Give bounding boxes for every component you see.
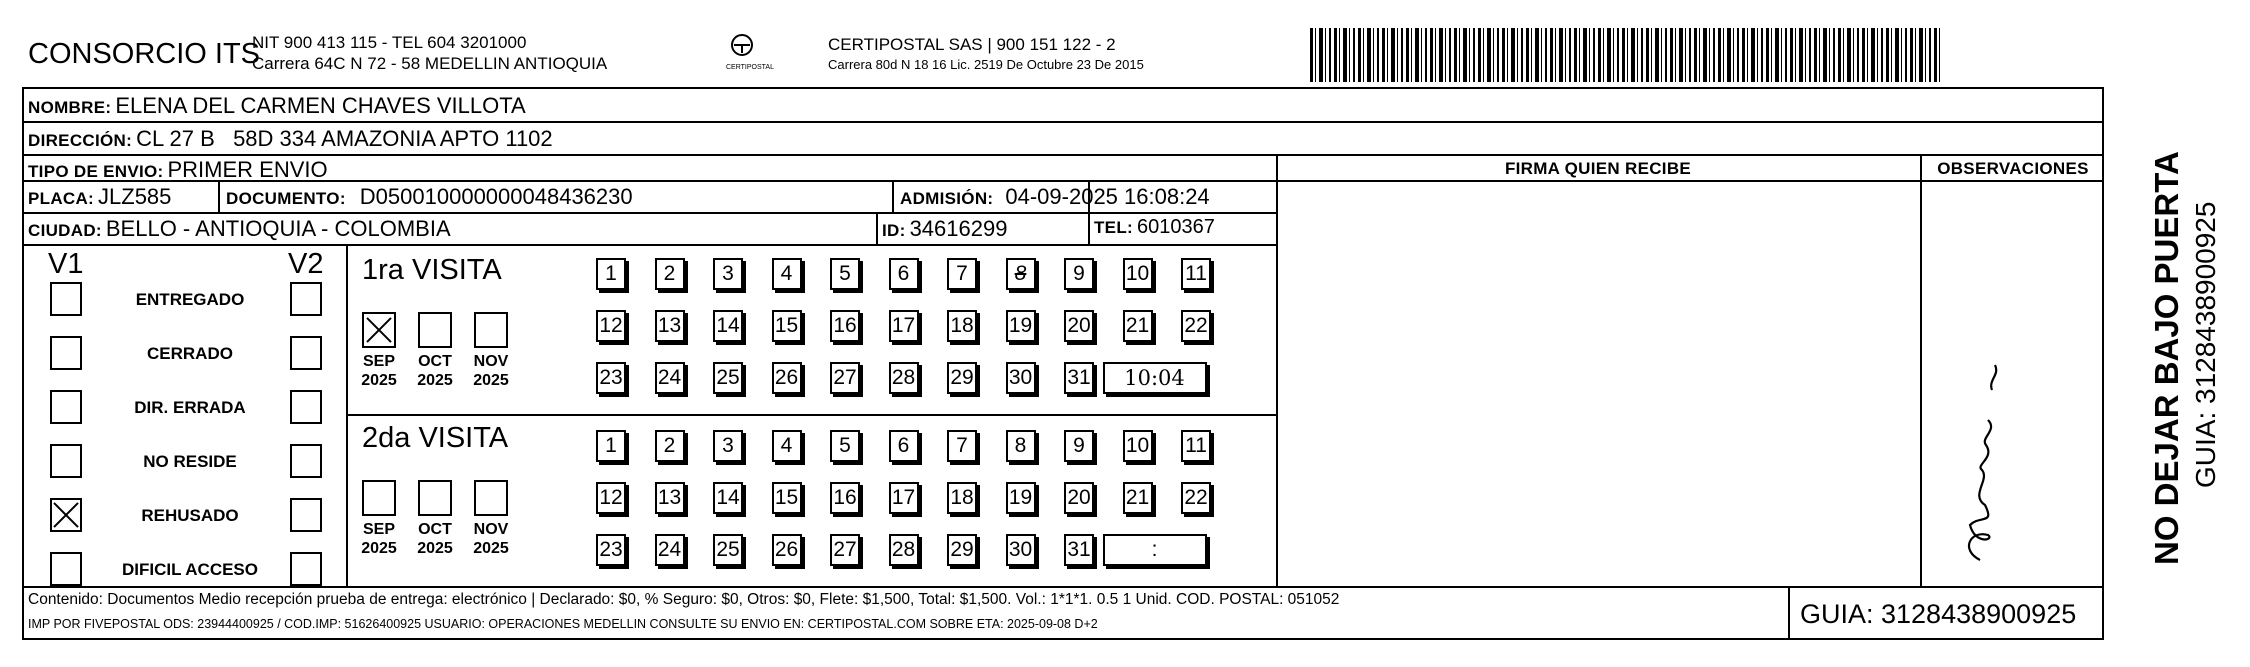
time-field[interactable]: 10:04 <box>1103 362 1207 394</box>
day-cell[interactable]: 6 <box>889 430 919 462</box>
month-label: SEP <box>362 521 395 538</box>
nombre-label: NOMBRE: <box>28 98 112 117</box>
status-label: REHUSADO <box>141 506 239 525</box>
day-cell[interactable]: 7 <box>947 430 977 462</box>
documento-label: DOCUMENTO: <box>226 189 346 208</box>
day-cell[interactable]: 25 <box>713 362 743 394</box>
month-checkbox[interactable] <box>418 480 452 516</box>
status-label: CERRADO <box>147 344 233 363</box>
time-field[interactable]: : <box>1103 534 1207 566</box>
day-cell[interactable]: 21 <box>1123 310 1153 342</box>
v2-label: V2 <box>288 248 324 280</box>
month-checkbox[interactable] <box>418 312 452 348</box>
day-cell[interactable]: 18 <box>947 482 977 514</box>
month-checkbox[interactable] <box>362 480 396 516</box>
day-cell[interactable]: 11 <box>1181 430 1211 462</box>
day-cell[interactable]: 12 <box>596 310 626 342</box>
day-cell[interactable]: 17 <box>889 482 919 514</box>
day-cell[interactable]: 11 <box>1181 258 1211 290</box>
status-label: DIR. ERRADA <box>134 398 246 417</box>
ciudad-label: CIUDAD: <box>28 221 102 240</box>
day-cell[interactable]: 19 <box>1006 310 1036 342</box>
day-cell[interactable]: 26 <box>772 534 802 566</box>
day-cell[interactable]: 7 <box>947 258 977 290</box>
firma-header: FIRMA QUIEN RECIBE <box>1504 159 1692 178</box>
day-cell[interactable]: 8 <box>1006 430 1036 462</box>
documento-value: D050010000000048436230 <box>359 184 633 209</box>
day-cell[interactable]: 17 <box>889 310 919 342</box>
month-year: 2025 <box>473 372 509 389</box>
direccion-value: CL 27 B 58D 334 AMAZONIA APTO 1102 <box>136 126 553 151</box>
month-label: OCT <box>418 521 452 538</box>
day-cell[interactable]: 4 <box>772 258 802 290</box>
placa-value: JLZ585 <box>98 184 172 209</box>
month-year: 2025 <box>417 540 453 557</box>
visit1-title: 1ra VISITA <box>362 254 502 286</box>
certipostal-name: CERTIPOSTAL SAS | 900 151 122 - 2 <box>828 35 1116 54</box>
id-label: ID: <box>882 221 906 240</box>
day-cell[interactable]: 14 <box>713 310 743 342</box>
id-value: 34616299 <box>909 216 1008 241</box>
status-label: ENTREGADO <box>135 290 245 309</box>
day-cell[interactable]: 10 <box>1123 430 1153 462</box>
month-label: NOV <box>473 521 509 538</box>
day-cell[interactable]: 27 <box>830 534 860 566</box>
day-cell[interactable]: 3 <box>713 258 743 290</box>
day-cell[interactable]: 24 <box>655 362 685 394</box>
day-cell[interactable]: 20 <box>1064 310 1094 342</box>
month-year: 2025 <box>473 540 509 557</box>
status-label: NO RESIDE <box>143 452 237 471</box>
status-v2-checkbox[interactable] <box>290 552 322 586</box>
visit2-title: 2da VISITA <box>362 422 509 454</box>
side-warning: NO DEJAR BAJO PUERTA <box>2148 151 2185 565</box>
day-cell[interactable]: 12 <box>596 482 626 514</box>
status-v2-checkbox[interactable] <box>290 390 322 424</box>
month-label: SEP <box>362 353 395 370</box>
day-cell[interactable]: 24 <box>655 534 685 566</box>
tipo-envio-label: TIPO DE ENVIO: <box>28 162 164 181</box>
direccion-label: DIRECCIÓN: <box>28 131 133 150</box>
month-year: 2025 <box>361 540 397 557</box>
logo-caption: CERTIPOSTAL <box>726 64 774 71</box>
day-cell[interactable]: 19 <box>1006 482 1036 514</box>
day-cell[interactable]: 13 <box>655 310 685 342</box>
day-cell[interactable]: 28 <box>889 534 919 566</box>
day-cell[interactable]: 22 <box>1181 310 1211 342</box>
day-cell[interactable]: 10 <box>1123 258 1153 290</box>
day-cell[interactable]: 2 <box>655 430 685 462</box>
day-cell[interactable]: 28 <box>889 362 919 394</box>
certipostal-license: Carrera 80d N 18 16 Lic. 2519 De Octubre 23 De 2015 <box>828 57 1144 72</box>
month-checkbox[interactable] <box>362 312 396 348</box>
day-cell[interactable]: 31 <box>1064 362 1094 394</box>
status-v1-checkbox[interactable] <box>50 282 82 316</box>
ciudad-value: BELLO - ANTIOQUIA - COLOMBIA <box>105 216 451 241</box>
status-v1-checkbox[interactable] <box>50 390 82 424</box>
day-cell[interactable]: 2 <box>655 258 685 290</box>
day-cell[interactable]: 31 <box>1064 534 1094 566</box>
day-cell[interactable]: 16 <box>830 310 860 342</box>
company-name: CONSORCIO ITS <box>28 38 261 70</box>
day-cell[interactable]: 16 <box>830 482 860 514</box>
day-cell[interactable]: 3 <box>713 430 743 462</box>
day-cell[interactable]: 26 <box>772 362 802 394</box>
day-cell[interactable]: 1 <box>596 258 626 290</box>
observaciones-header: OBSERVACIONES <box>1937 159 2089 178</box>
month-checkbox[interactable] <box>474 480 508 516</box>
status-v1-checkbox[interactable] <box>50 498 82 532</box>
handwritten-observation-signature <box>1940 330 2020 570</box>
barcode <box>1310 28 1942 82</box>
month-label: OCT <box>418 353 452 370</box>
admision-value: 04-09-2025 16:08:24 <box>1005 184 1210 209</box>
footer-guia: GUIA: 3128438900925 <box>1800 599 2077 629</box>
day-cell[interactable]: 8 <box>1006 258 1036 290</box>
status-v2-checkbox[interactable] <box>290 336 322 370</box>
v1-label: V1 <box>48 248 84 280</box>
day-cell[interactable]: 23 <box>596 362 626 394</box>
month-checkbox[interactable] <box>474 312 508 348</box>
day-cell[interactable]: 5 <box>830 258 860 290</box>
footer-content-line: Contenido: Documentos Medio recepción prueba de entrega: electrónico | Declarado: $0, % Seguro: $0, Otros: $0, Flete: $1,500, Total: $1,500. Vol.: 1*1*1. 0.5 1 Unid. COD. POSTAL: 051052 <box>28 591 1340 608</box>
side-guia: GUIA: 3128438900925 <box>2190 201 2221 488</box>
status-v1-checkbox[interactable] <box>50 336 82 370</box>
status-v2-checkbox[interactable] <box>290 282 322 316</box>
day-cell[interactable]: 27 <box>830 362 860 394</box>
nombre-value: ELENA DEL CARMEN CHAVES VILLOTA <box>115 93 526 118</box>
tel-label: TEL: <box>1094 218 1133 237</box>
day-cell[interactable]: 9 <box>1064 258 1094 290</box>
status-v1-checkbox[interactable] <box>50 444 82 478</box>
company-nit: NIT 900 413 115 - TEL 604 3201000 <box>252 33 527 52</box>
tipo-envio-value: PRIMER ENVIO <box>167 157 328 182</box>
day-cell[interactable]: 14 <box>713 482 743 514</box>
day-cell[interactable]: 9 <box>1064 430 1094 462</box>
day-cell[interactable]: 21 <box>1123 482 1153 514</box>
placa-label: PLACA: <box>28 189 95 208</box>
day-cell[interactable]: 13 <box>655 482 685 514</box>
day-cell[interactable]: 4 <box>772 430 802 462</box>
day-cell[interactable]: 22 <box>1181 482 1211 514</box>
day-cell[interactable]: 18 <box>947 310 977 342</box>
day-cell[interactable]: 25 <box>713 534 743 566</box>
month-year: 2025 <box>417 372 453 389</box>
status-v1-checkbox[interactable] <box>50 552 82 586</box>
day-cell[interactable]: 30 <box>1006 534 1036 566</box>
day-cell[interactable]: 5 <box>830 430 860 462</box>
day-cell[interactable]: 30 <box>1006 362 1036 394</box>
day-cell[interactable]: 15 <box>772 310 802 342</box>
status-v2-checkbox[interactable] <box>290 444 322 478</box>
company-address: Carrera 64C N 72 - 58 MEDELLIN ANTIOQUIA <box>252 54 608 73</box>
month-year: 2025 <box>361 372 397 389</box>
day-cell[interactable]: 20 <box>1064 482 1094 514</box>
admision-label: ADMISIÓN: <box>900 189 994 208</box>
status-v2-checkbox[interactable] <box>290 498 322 532</box>
day-cell[interactable]: 23 <box>596 534 626 566</box>
month-label: NOV <box>473 353 509 370</box>
status-label: DIFICIL ACCESO <box>121 560 258 579</box>
day-cell[interactable]: 29 <box>947 534 977 566</box>
day-cell[interactable]: 29 <box>947 362 977 394</box>
day-cell[interactable]: 15 <box>772 482 802 514</box>
tel-value: 6010367 <box>1136 216 1215 238</box>
footer-print-line: IMP POR FIVEPOSTAL ODS: 23944400925 / COD.IMP: 51626400925 USUARIO: OPERACIONES MEDELLIN CONSULTE SU ENVIO EN: CERTIPOSTAL.COM SOBRE ETA: 2025-09-08 D+2 <box>28 617 1098 631</box>
day-cell[interactable]: 1 <box>596 430 626 462</box>
day-cell[interactable]: 6 <box>889 258 919 290</box>
